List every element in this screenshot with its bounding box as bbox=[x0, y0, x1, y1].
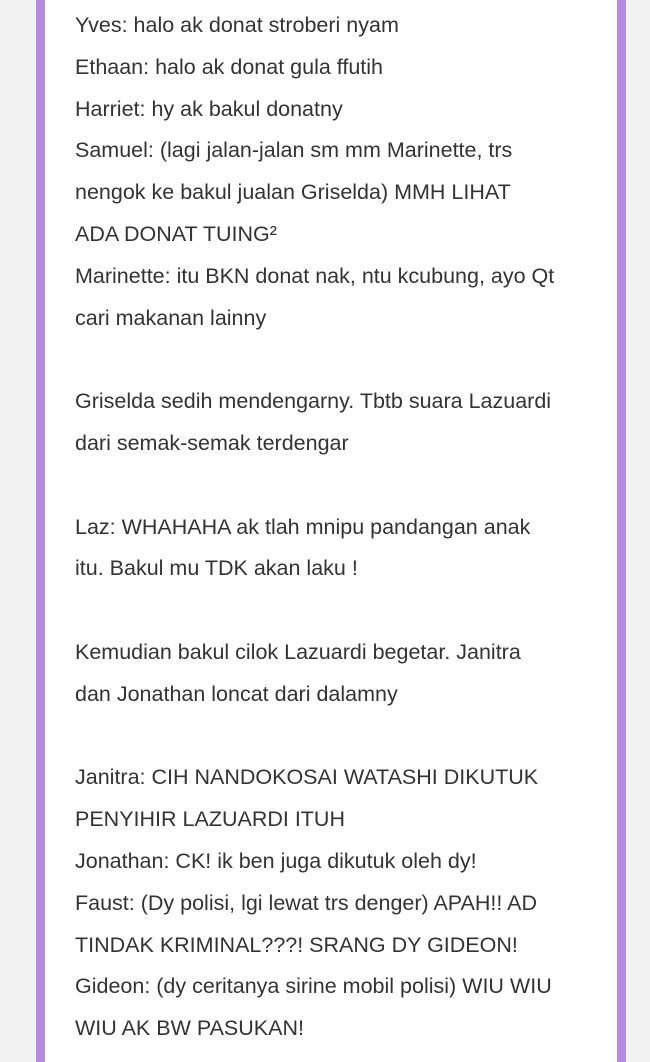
story-line: dan Jonathan loncat dari dalamny bbox=[75, 681, 398, 706]
story-line: dari semak-semak terdengar bbox=[75, 430, 349, 455]
story-line: Marinette: itu BKN donat nak, ntu kcubung, ayo Qt bbox=[75, 263, 555, 288]
story-line: Faust: (Dy polisi, lgi lewat trs denger) APAH!! AD bbox=[75, 890, 538, 915]
paragraph-gap bbox=[75, 590, 597, 632]
story-line: Kemudian bakul cilok Lazuardi begetar. Janitra bbox=[75, 639, 521, 664]
story-line: itu. Bakul mu TDK akan laku ! bbox=[75, 556, 358, 581]
story-line: ADA DONAT TUING² bbox=[75, 221, 277, 246]
story-line: nengok ke bakul jualan Griselda) MMH LIHAT bbox=[75, 180, 511, 205]
story-line: TINDAK KRIMINAL???! SRANG DY GIDEON! bbox=[75, 932, 518, 957]
story-line: Samuel: (lagi jalan-jalan sm mm Marinette, trs bbox=[75, 138, 513, 163]
story-line: Gideon: (dy ceritanya sirine mobil polisi) WIU WIU bbox=[75, 974, 552, 999]
story-line: Janitra: CIH NANDOKOSAI WATASHI DIKUTUK bbox=[75, 765, 539, 790]
story-text-panel bbox=[45, 0, 617, 1062]
story-line: cari makanan lainny bbox=[75, 305, 267, 330]
story-line: Laz: WHAHAHA ak tlah mnipu pandangan anak bbox=[75, 514, 531, 539]
story-line: WIU AK BW PASUKAN! bbox=[75, 1016, 304, 1041]
story-line: Jonathan: CK! ik ben juga dikutuk oleh dy! bbox=[75, 848, 477, 873]
story-line: Yves: halo ak donat stroberi nyam bbox=[75, 13, 399, 37]
paragraph-gap bbox=[75, 716, 597, 758]
story-line: Ethaan: halo ak donat gula ffutih bbox=[75, 54, 384, 79]
paragraph-gap bbox=[75, 465, 597, 507]
story-line: PENYIHIR LAZUARDI ITUH bbox=[75, 807, 345, 832]
story-line: Griselda sedih mendengarny. Tbtb suara Lazuardi bbox=[75, 389, 552, 414]
paragraph-gap bbox=[75, 339, 597, 381]
story-line: Harriet: hy ak bakul donatny bbox=[75, 96, 343, 121]
